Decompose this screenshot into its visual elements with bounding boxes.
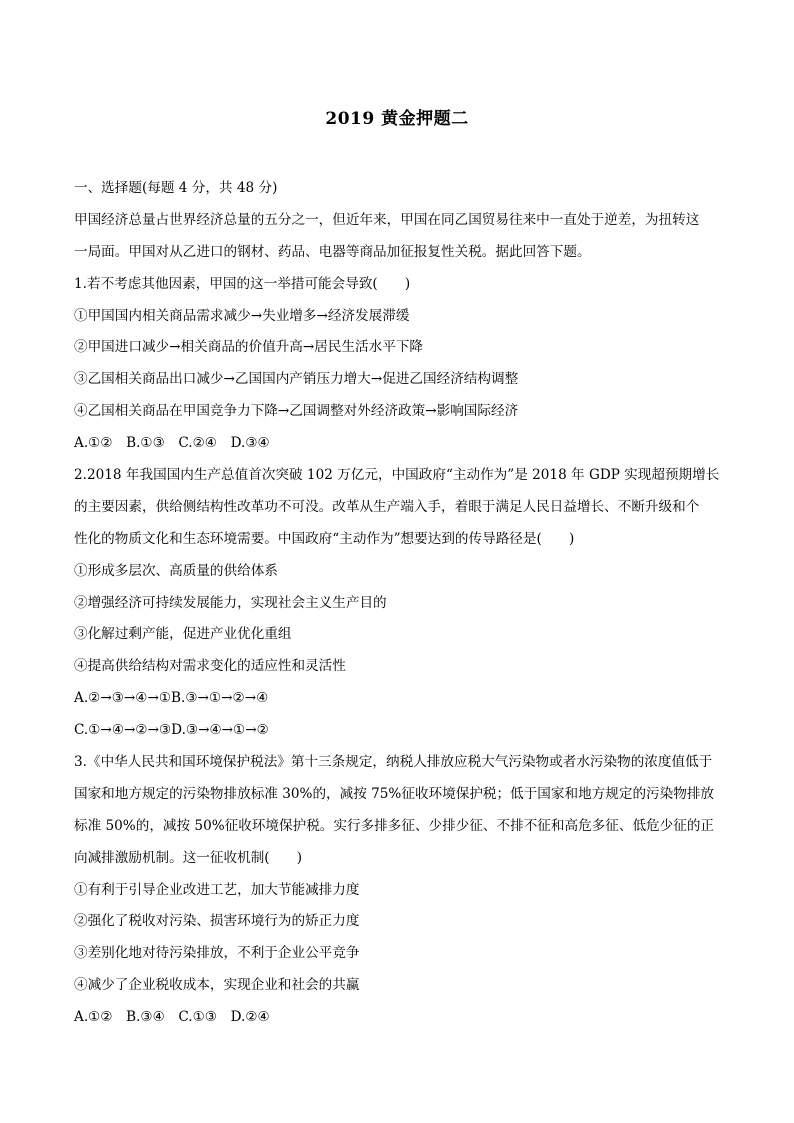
q2-option-1: ①形成多层次、高质量的供给体系 xyxy=(74,562,278,579)
section-heading: 一、选择题(每题 4 分，共 48 分) xyxy=(74,180,278,196)
q2-answer-choices: A.②→③→④→①B.③→①→②→④ xyxy=(74,690,269,707)
q3-stem-line: 向减排激励机制。这一征收机制( ) xyxy=(74,849,303,866)
intro-paragraph-line: 一局面。甲国对从乙进口的钢材、药品、电器等商品加征报复性关税。据此回答下题。 xyxy=(74,243,591,260)
q3-stem-line: 标准 50%的，减按 50%征收环境保护税。实行多排多征、少排少征、不排不征和高危多征、低危少征的正 xyxy=(74,817,715,834)
q3-stem-line: 3.《中华人民共和国环境保护税法》第十三条规定，纳税人排放应税大气污染物或者水污染物的浓度值低于 xyxy=(74,754,713,771)
intro-paragraph-line: 甲国经济总量占世界经济总量的五分之一，但近年来，甲国在同乙国贸易往来中一直处于逆差，为扭转这 xyxy=(74,211,700,228)
q3-option-2: ②强化了税收对污染、损害环境行为的矫正力度 xyxy=(74,913,360,930)
q1-option-2: ②甲国进口减少→相关商品的价值升高→居民生活水平下降 xyxy=(74,339,424,356)
q3-answer-choices: A.①② B.③④ C.①③ D.②④ xyxy=(74,1009,270,1026)
question-content xyxy=(74,173,724,1034)
q2-option-3: ③化解过剩产能，促进产业优化重组 xyxy=(74,626,292,643)
q2-answer-choices: C.①→④→②→③D.③→④→①→② xyxy=(74,722,269,739)
q3-option-3: ③差别化地对待污染排放，不利于企业公平竞争 xyxy=(74,945,360,962)
q1-stem: 1.若不考虑其他因素，甲国的这一举措可能会导致( ) xyxy=(74,275,411,292)
q2-stem-line: 性化的物质文化和生态环境需要。中国政府“主动作为”想要达到的传导路径是( ) xyxy=(74,530,575,547)
q2-option-2: ②增强经济可持续发展能力，实现社会主义生产目的 xyxy=(74,594,387,611)
q1-option-3: ③乙国相关商品出口减少→乙国国内产销压力增大→促进乙国经济结构调整 xyxy=(74,371,519,388)
q3-stem-line: 国家和地方规定的污染物排放标准 30%的，减按 75%征收环境保护税；低于国家和地方规定的污染物排放 xyxy=(74,785,715,802)
q2-option-4: ④提高供给结构对需求变化的适应性和灵活性 xyxy=(74,658,346,675)
page-title: 2019 黄金押题二 xyxy=(325,109,469,129)
q1-answer-choices: A.①② B.①③ C.②④ D.③④ xyxy=(74,435,270,452)
q3-option-1: ①有利于引导企业改进工艺，加大节能减排力度 xyxy=(74,881,360,898)
q1-option-1: ①甲国国内相关商品需求减少→失业增多→经济发展滞缓 xyxy=(74,307,410,324)
q2-stem-line: 的主要因素，供给侧结构性改革功不可没。改革从生产端入手，着眼于满足人民日益增长、不断升级和个 xyxy=(74,498,700,515)
q3-option-4: ④减少了企业税收成本，实现企业和社会的共赢 xyxy=(74,977,360,994)
q1-option-4: ④乙国相关商品在甲国竞争力下降→乙国调整对外经济政策→影响国际经济 xyxy=(74,403,519,420)
q2-stem-line: 2.2018 年我国国内生产总值首次突破 102 万亿元，中国政府“主动作为”是 2018 年 GDP 实现超预期增长 xyxy=(74,467,720,484)
